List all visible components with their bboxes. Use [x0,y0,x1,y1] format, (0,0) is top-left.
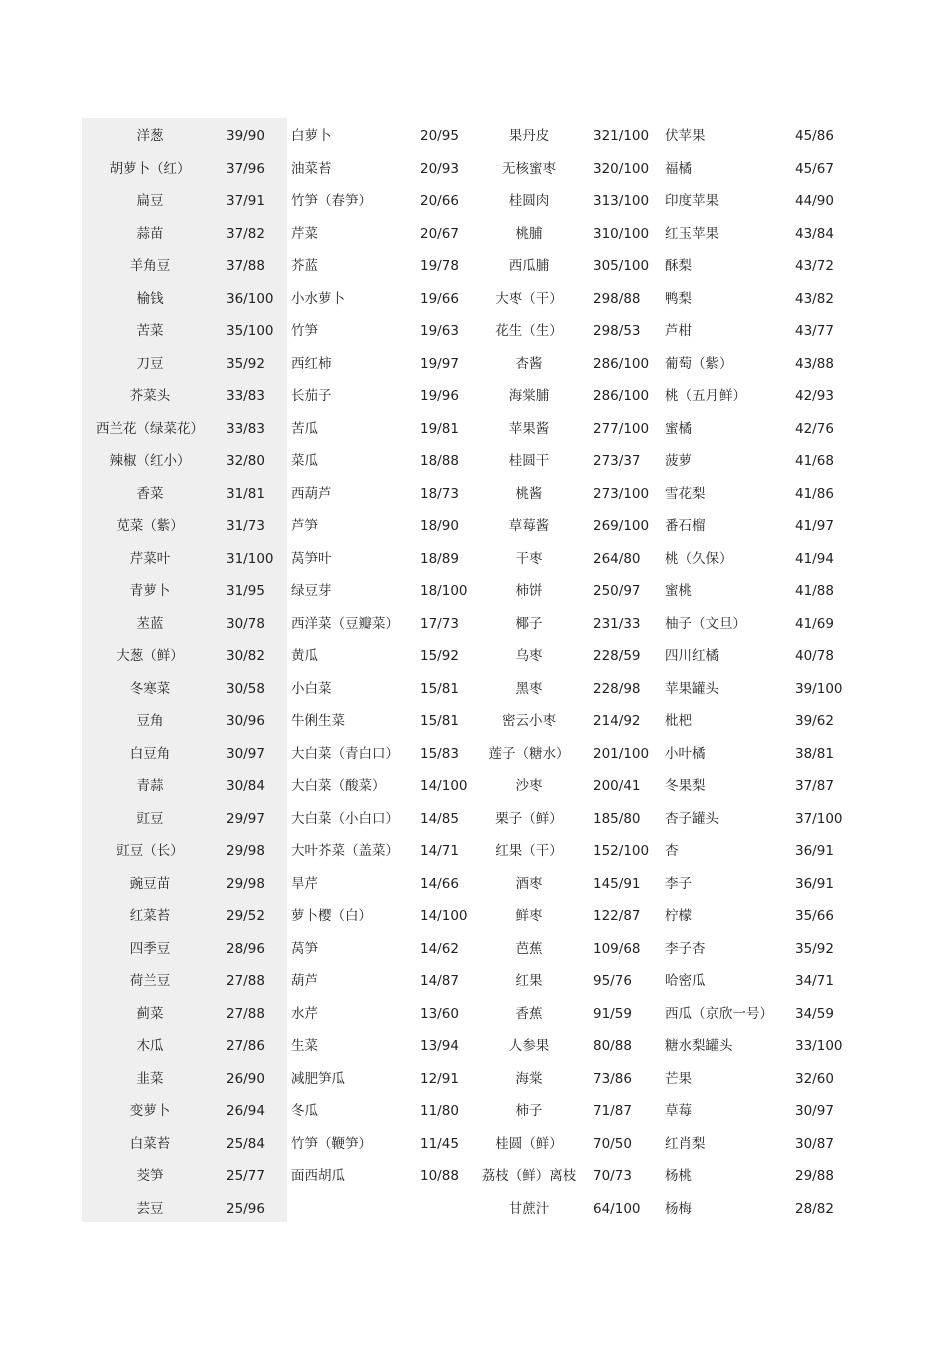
food-value: 32/60 [795,1070,834,1087]
food-value: 29/98 [226,843,265,859]
food-value: 321/100 [593,128,650,144]
food-value: 11/45 [420,1135,459,1152]
food-name: 枇杷 [665,713,692,729]
food-value: 42/93 [795,388,834,404]
food-value: 228/59 [593,648,641,664]
food-name: 葡萄（紫） [665,355,733,372]
food-value: 18/88 [420,453,459,469]
food-name: 西兰花（绿菜花） [96,420,204,437]
food-value: 37/100 [795,810,843,827]
food-name: 小水萝卜 [291,290,345,307]
food-value: 64/100 [593,1200,641,1217]
food-name: 西瓜（京欣一号） [665,1005,773,1022]
food-name: 杏酱 [515,355,543,372]
food-value: 30/58 [226,680,265,697]
food-value: 31/100 [226,550,274,567]
food-value: 41/88 [795,583,834,599]
food-value: 31/73 [226,518,265,534]
food-name: 绿豆芽 [291,583,332,599]
food-value: 14/62 [420,940,459,957]
food-name: 黄瓜 [291,648,318,664]
food-name: 冬果梨 [665,778,706,794]
food-name: 大葱（鲜） [116,648,184,664]
food-value: 33/100 [795,1038,843,1054]
food-value: 273/37 [593,453,641,469]
food-name: 沙枣 [515,778,543,794]
food-name: 柿饼 [515,583,543,599]
food-name: 蜜橘 [665,420,692,437]
food-name: 减肥笋瓜 [291,1070,345,1087]
food-value: 35/92 [226,355,265,372]
food-name: 莲子（糖水） [488,745,570,762]
food-value: 34/59 [795,1005,834,1022]
food-value: 313/100 [593,193,650,209]
food-name: 四季豆 [129,940,171,957]
food-name: 竹笋 [291,323,318,339]
food-value: 26/90 [226,1070,265,1087]
food-value: 37/88 [226,258,265,274]
food-value: 91/59 [593,1005,632,1022]
food-value: 310/100 [593,225,650,242]
food-name: 刀豆 [136,355,164,372]
food-value: 42/76 [795,420,834,437]
food-name: 洋葱 [136,128,164,144]
food-value: 298/88 [593,290,641,307]
food-value: 38/81 [795,745,834,762]
food-name: 糖水梨罐头 [665,1038,733,1054]
food-value: 28/82 [795,1200,834,1217]
food-name: 海棠脯 [508,388,550,404]
food-value: 29/88 [795,1168,834,1184]
food-value: 298/53 [593,323,641,339]
food-value: 37/87 [795,778,834,794]
food-name: 芸豆 [136,1200,164,1217]
food-name: 生菜 [291,1038,318,1054]
food-value: 25/96 [226,1200,265,1217]
food-name: 乌枣 [515,648,543,664]
food-name: 榆钱 [136,290,164,307]
food-value: 37/91 [226,193,265,209]
food-value: 43/84 [795,225,834,242]
food-value: 41/69 [795,615,834,632]
food-value: 27/86 [226,1038,265,1054]
food-value: 18/100 [420,583,468,599]
food-name: 杏子罐头 [665,810,719,827]
food-value: 14/71 [420,843,459,859]
food-value: 30/96 [226,713,265,729]
food-name: 四川红橘 [665,648,719,664]
food-name: 福橘 [665,160,692,177]
food-value: 200/41 [593,778,641,794]
food-value: 18/90 [420,518,459,534]
food-name: 花生（生） [495,323,563,339]
food-value: 286/100 [593,355,650,372]
food-name: 大白菜（青白口） [291,745,399,762]
food-value: 33/83 [226,420,265,437]
food-value: 37/96 [226,160,265,177]
food-name: 草莓酱 [508,518,550,534]
food-value: 20/93 [420,160,459,177]
food-name: 萝卜樱（白） [291,908,372,924]
food-value: 40/78 [795,648,834,664]
food-name: 鲜枣 [515,908,543,924]
food-value: 41/68 [795,453,834,469]
food-value: 320/100 [593,160,650,177]
food-value: 41/94 [795,550,834,567]
food-name: 菜瓜 [291,453,318,469]
food-name: 豆角 [136,713,164,729]
food-name: 竹笋（鞭笋） [291,1135,372,1152]
food-name: 红果（干） [495,843,563,859]
food-name: 扁豆 [136,193,164,209]
food-value: 70/50 [593,1135,632,1152]
food-name: 无核蜜枣 [502,160,556,177]
food-name: 西红柿 [291,355,332,372]
food-value: 14/100 [420,778,468,794]
food-name: 印度苹果 [665,193,719,209]
food-name: 菠萝 [665,453,692,469]
food-name: 苤蓝 [136,615,164,632]
food-name: 青萝卜 [129,583,171,599]
food-value: 71/87 [593,1103,632,1119]
food-name: 白萝卜 [291,128,332,144]
food-value: 73/86 [593,1070,632,1087]
food-value: 29/97 [226,810,265,827]
food-value: 19/66 [420,290,459,307]
food-value: 43/77 [795,323,834,339]
food-value: 20/95 [420,128,459,144]
food-name: 辣椒（红小） [109,453,191,469]
food-name: 旱芹 [291,875,318,892]
food-name: 冬瓜 [291,1103,318,1119]
food-name: 西葫芦 [291,485,332,502]
food-name: 果丹皮 [508,128,550,144]
food-name: 杨桃 [665,1168,692,1184]
food-value: 228/98 [593,680,641,697]
food-value: 29/98 [226,875,265,892]
food-value: 14/87 [420,973,459,989]
food-value: 20/66 [420,193,459,209]
food-value: 29/52 [226,908,265,924]
food-name: 豇豆 [136,810,164,827]
food-value: 14/66 [420,875,459,892]
food-name: 柚子（文旦） [665,615,746,632]
food-name: 水芹 [291,1005,318,1022]
food-name: 杏 [665,843,679,859]
food-value: 30/97 [226,745,265,762]
food-name: 李子 [665,875,692,892]
food-value: 45/67 [795,160,834,177]
food-name: 芒果 [665,1070,692,1087]
food-name: 长茄子 [291,388,332,404]
food-name: 苹果酱 [508,420,550,437]
food-name: 竹笋（春笋） [291,193,372,209]
food-value: 109/68 [593,940,641,957]
food-name: 莴笋叶 [291,550,332,567]
food-name: 蒜苗 [136,225,164,242]
food-name: 红肖梨 [665,1135,706,1152]
food-value: 30/82 [226,648,265,664]
food-value: 44/90 [795,193,834,209]
food-value: 14/85 [420,810,459,827]
food-name: 红菜苔 [129,908,171,924]
food-value: 27/88 [226,973,265,989]
food-name: 葫芦 [291,973,318,989]
food-name: 苋菜（紫） [116,518,184,534]
food-value: 201/100 [593,745,650,762]
food-name: 西瓜脯 [508,258,550,274]
food-name: 栗子（鲜） [495,810,563,827]
food-name: 芥菜头 [129,388,171,404]
food-name: 苦菜 [136,323,164,339]
food-name: 小叶橘 [665,745,706,762]
food-name: 大白菜（小白口） [291,810,399,827]
food-name: 桂圆（鲜） [495,1135,563,1152]
food-name: 大枣（干） [495,290,563,307]
food-name: 韭菜 [136,1070,164,1087]
food-value: 28/96 [226,940,265,957]
food-value: 31/95 [226,583,265,599]
food-name: 桃（久保） [665,550,733,567]
food-name: 羊角豆 [129,258,171,274]
food-value: 45/86 [795,128,834,144]
food-value: 41/97 [795,518,834,534]
food-name: 豌豆苗 [129,875,171,892]
food-name: 柿子 [515,1103,543,1119]
food-value: 14/100 [420,908,468,924]
food-name: 黑枣 [515,680,543,697]
food-value: 214/92 [593,713,641,729]
food-value: 145/91 [593,875,641,892]
first-column-shading [82,118,287,1222]
food-name: 柠檬 [665,908,692,924]
food-name: 白豆角 [129,745,171,762]
food-name: 桂圆干 [508,453,550,469]
food-value: 26/94 [226,1103,265,1119]
food-name: 红果 [515,973,543,989]
food-value: 15/81 [420,680,459,697]
food-name: 荷兰豆 [129,973,171,989]
food-value: 43/72 [795,258,834,274]
food-name: 茭笋 [136,1168,164,1184]
food-value: 273/100 [593,485,650,502]
food-name: 莴笋 [291,940,318,957]
food-value: 37/82 [226,225,265,242]
food-value: 19/78 [420,258,459,274]
food-name: 桃（五月鲜） [665,388,746,404]
food-name: 大叶芥菜（盖菜） [291,843,399,859]
food-value: 36/91 [795,875,834,892]
food-value: 35/100 [226,323,274,339]
food-value: 30/87 [795,1135,834,1152]
food-value: 35/92 [795,940,834,957]
food-name: 牛俐生菜 [291,713,345,729]
food-value: 12/91 [420,1070,459,1087]
food-name: 芦柑 [665,323,692,339]
food-value: 25/77 [226,1168,265,1184]
food-name: 鸭梨 [665,290,692,307]
food-value: 19/97 [420,355,459,372]
food-name: 芹菜 [291,225,318,242]
food-name: 干枣 [515,550,543,567]
food-value: 39/100 [795,680,843,697]
food-value: 30/97 [795,1103,834,1119]
food-value: 30/78 [226,615,265,632]
food-name: 李子杏 [665,940,706,957]
food-value: 43/82 [795,290,834,307]
food-name: 木瓜 [136,1038,164,1054]
food-value: 19/63 [420,323,459,339]
food-name: 桃脯 [515,225,543,242]
food-value: 36/91 [795,843,834,859]
food-name: 人参果 [508,1038,550,1054]
food-value: 122/87 [593,908,641,924]
food-value: 277/100 [593,420,650,437]
food-name: 香蕉 [515,1005,543,1022]
food-value: 231/33 [593,615,641,632]
food-value: 31/81 [226,485,265,502]
food-value: 18/73 [420,485,459,502]
food-value: 17/73 [420,615,459,632]
food-value: 80/88 [593,1038,632,1054]
food-name: 芭蕉 [515,940,543,957]
food-name: 甘蔗汁 [508,1200,550,1217]
food-name: 苦瓜 [291,420,318,437]
food-name: 红玉苹果 [665,225,719,242]
food-name: 密云小枣 [502,713,556,729]
food-value: 250/97 [593,583,641,599]
food-value: 33/83 [226,388,265,404]
food-value: 41/86 [795,485,834,502]
food-name: 香菜 [136,485,164,502]
food-value: 15/83 [420,745,459,762]
food-name: 白菜苔 [129,1135,171,1152]
food-value: 30/84 [226,778,265,794]
food-name: 大白菜（酸菜） [291,778,386,794]
food-name: 酥梨 [665,258,692,274]
food-value: 10/88 [420,1168,459,1184]
food-name: 雪花梨 [665,485,706,502]
food-name: 芥蓝 [291,258,318,274]
food-value: 185/80 [593,810,641,827]
food-name: 芹菜叶 [129,550,171,567]
food-name: 酒枣 [515,875,543,892]
food-name: 青蒜 [136,778,164,794]
food-name: 桃酱 [515,485,543,502]
food-value: 18/89 [420,550,459,567]
food-value: 27/88 [226,1005,265,1022]
food-value: 39/90 [226,128,265,144]
food-value: 70/73 [593,1168,632,1184]
food-value: 25/84 [226,1135,265,1152]
food-name: 草莓 [665,1103,692,1119]
food-name: 桂圆肉 [508,193,550,209]
food-value: 269/100 [593,518,650,534]
food-value: 20/67 [420,225,459,242]
food-value: 36/100 [226,290,274,307]
food-value: 32/80 [226,453,265,469]
food-value: 95/76 [593,973,632,989]
food-value: 39/62 [795,713,834,729]
food-name: 变萝卜 [129,1103,171,1119]
food-value: 13/94 [420,1038,459,1054]
food-name: 哈密瓜 [665,973,706,989]
food-name: 芦笋 [291,518,318,534]
food-value: 264/80 [593,550,641,567]
food-value: 286/100 [593,388,650,404]
food-name: 杨梅 [665,1200,692,1217]
food-value: 15/92 [420,648,459,664]
food-name: 蓟菜 [136,1005,164,1022]
food-value: 11/80 [420,1103,459,1119]
food-value: 19/81 [420,420,459,437]
food-name: 荔枝（鲜）离枝 [481,1168,577,1184]
food-name: 胡萝卜（红） [109,160,191,177]
food-name: 豇豆（长） [116,843,184,859]
food-name: 西洋菜（豆瓣菜） [291,615,399,632]
food-value: 15/81 [420,713,459,729]
food-name: 苹果罐头 [665,680,719,697]
food-name: 海棠 [515,1070,543,1087]
food-name: 小白菜 [291,680,332,697]
food-name: 伏苹果 [665,128,706,144]
food-name: 面西胡瓜 [291,1168,345,1184]
food-name: 蜜桃 [665,583,692,599]
food-value: 35/66 [795,908,834,924]
food-name: 椰子 [515,615,543,632]
food-value: 305/100 [593,258,650,274]
food-name: 番石榴 [665,518,706,534]
food-value: 43/88 [795,355,834,372]
food-value: 13/60 [420,1005,459,1022]
food-value: 152/100 [593,843,650,859]
food-name: 油菜苔 [291,160,332,177]
food-value: 34/71 [795,973,834,989]
food-value: 19/96 [420,388,459,404]
food-name: 冬寒菜 [129,680,171,697]
